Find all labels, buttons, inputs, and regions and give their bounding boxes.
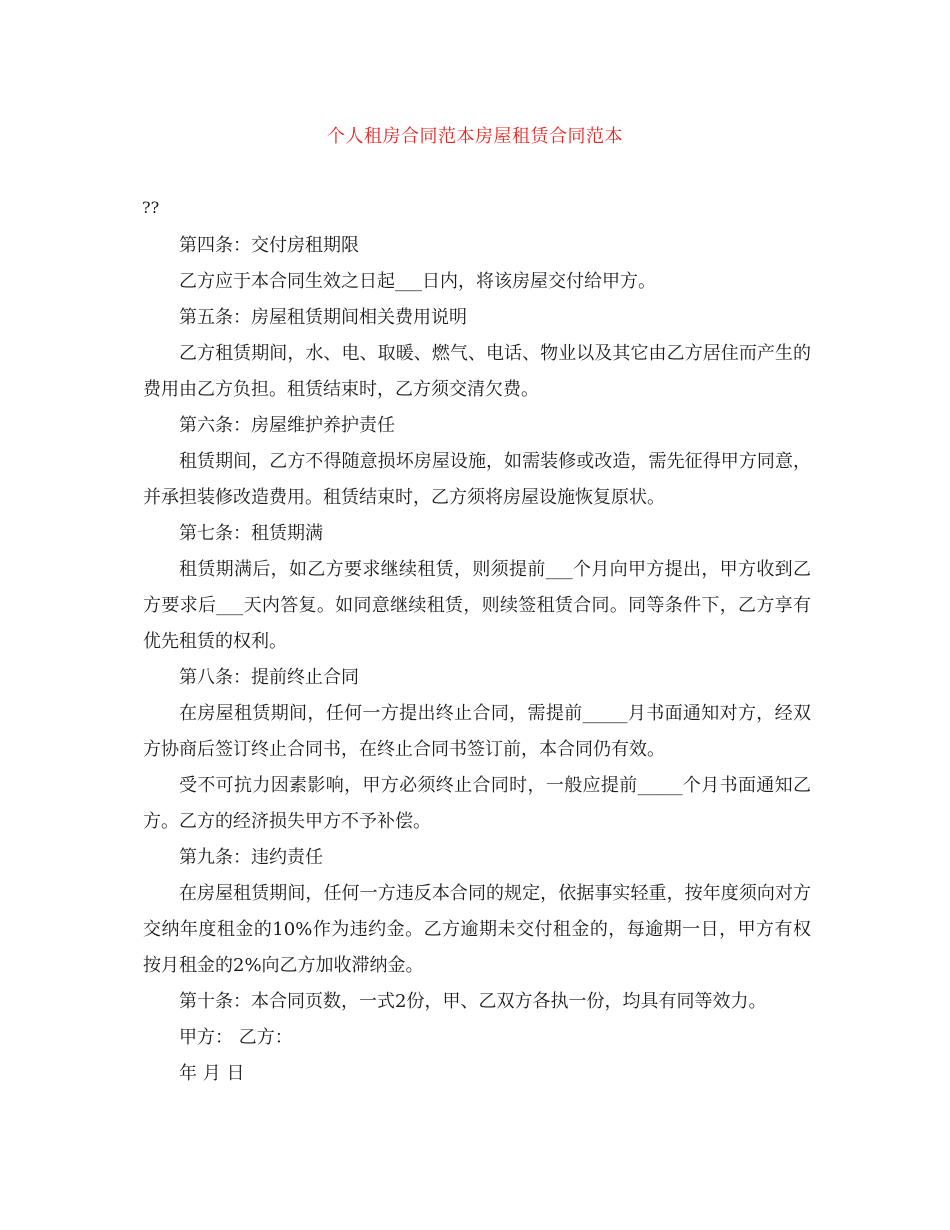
document-body: [143, 228, 811, 1092]
clause-text-6: 租赁期间，乙方不得随意损坏房屋设施，如需装修或改造，需先征得甲方同意，并承担装修改造费用。租赁结束时，乙方须将房屋设施恢复原状。: [143, 451, 811, 508]
clause-text-9: 在房屋租赁期间，任何一方违反本合同的规定，依据事实轻重，按年度须向对方交纳年度租金的10%作为违约金。乙方逾期未交付租金的，每逾期一日，甲方有权按月租金的2%向乙方加收滞纳金。: [143, 883, 811, 976]
placeholder-marker: ??: [142, 198, 160, 217]
clause-heading-5: 第五条：房屋租赁期间相关费用说明: [179, 307, 467, 328]
clause-text-7: 租赁期满后，如乙方要求继续租赁，则须提前___个月向甲方提出，甲方收到乙方要求后___天内答复。如同意继续租赁，则续签租赁合同。同等条件下，乙方享有优先租赁的权利。: [143, 559, 811, 652]
clause-text-8a: 在房屋租赁期间，任何一方提出终止合同，需提前_____月书面通知对方，经双方协商后签订终止合同书，在终止合同书签订前，本合同仍有效。: [143, 703, 811, 760]
clause-text-4: 乙方应于本合同生效之日起___日内，将该房屋交付给甲方。: [179, 271, 656, 292]
clause-heading-7: 第七条：租赁期满: [179, 523, 323, 544]
clause-heading-8: 第八条：提前终止合同: [179, 667, 359, 688]
signature-line: 甲方： 乙方：: [179, 1027, 293, 1048]
clause-10: 第十条：本合同页数，一式2份，甲、乙双方各执一份，均具有同等效力。: [179, 991, 767, 1012]
clause-text-8b: 受不可抗力因素影响，甲方必须终止合同时，一般应提前_____个月书面通知乙方。乙方的经济损失甲方不予补偿。: [143, 775, 811, 832]
date-line: 年 月 日: [179, 1063, 245, 1084]
clause-heading-4: 第四条：交付房租期限: [179, 235, 359, 256]
clause-text-5: 乙方租赁期间，水、电、取暖、燃气、电话、物业以及其它由乙方居住而产生的费用由乙方负担。租赁结束时，乙方须交清欠费。: [143, 343, 811, 400]
clause-heading-9: 第九条：违约责任: [179, 847, 323, 868]
document-title: 个人租房合同范本房屋租赁合同范本: [327, 126, 623, 147]
clause-heading-6: 第六条：房屋维护养护责任: [179, 415, 395, 436]
